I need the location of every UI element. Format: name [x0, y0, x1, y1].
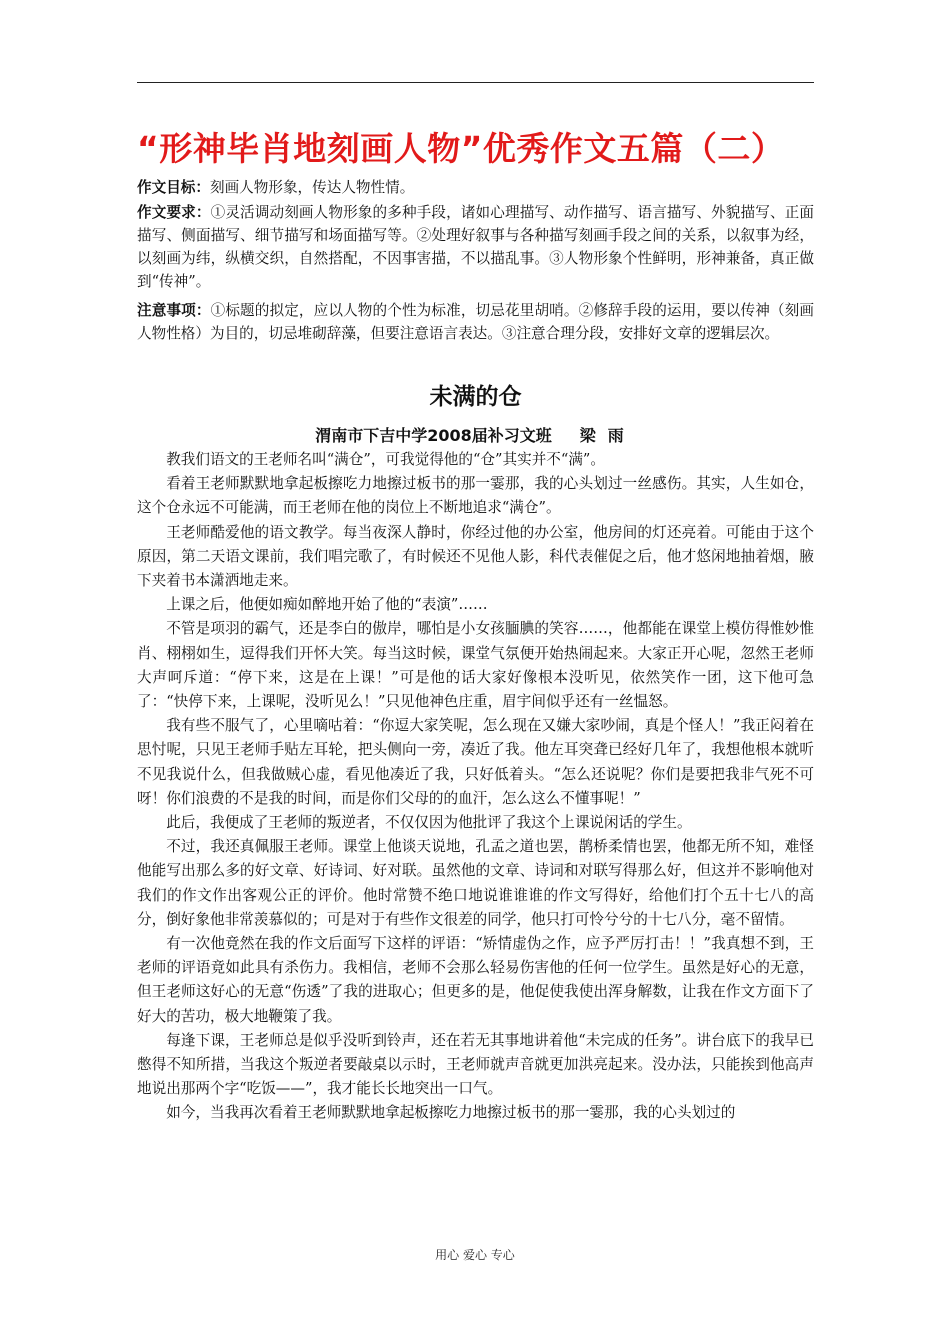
- essay-title: 未满的仓: [429, 384, 522, 410]
- essay-paragraph: 上课之后，他便如痴如醉地开始了他的“表演”……: [166, 596, 488, 614]
- requirement-notes-label: 注意事项：: [137, 302, 211, 319]
- essay-paragraph: 有一次他竟然在我的作文后面写下这样的评语：“矫情虚伪之作，应予严厉打击！！”我真想不到，王老师的评语竟如此具有杀伤力。我相信，老师不会那么轻易伤害他的任何一位学生。虽然是好心的无意，但王老师这好心的无意“伤透”了我的进取心；但更多的是，他促使我使出浑身解数，让我在作文方面下了好大的苦功，极大地鞭策了我。: [137, 935, 814, 1025]
- essay-paragraph: 我有些不服气了，心里嘀咕着：“你逗大家笑呢，怎么现在又嫌大家吵闹，真是个怪人！”我正闷着在思忖呢，只见王老师手贴左耳轮，把头侧向一旁，凑近了我。他左耳突聋已经好几年了，我想他根本就听不见我说什么，但我做贼心虚，看见他凑近了我，只好低着头。“怎么还说呢？你们是要把我非气死不可呀！你们浪费的不是我的时间，而是你们父母的的血汗，怎么这么不懂事呢！”: [137, 717, 814, 807]
- essay-paragraph: 王老师酷爱他的语文教学。每当夜深人静时，你经过他的办公室，他房间的灯还亮着。可能由于这个原因，第二天语文课前，我们唱完歌了，有时候还不见他人影，科代表催促之后，他才悠闲地抽着烟，腋下夹着书本潇洒地走来。: [137, 523, 814, 590]
- page-footer: 用心 爱心 专心: [435, 1248, 515, 1262]
- essay-paragraph: 教我们语文的王老师名叫“满仓”，可我觉得他的“仓”其实并不“满”。: [166, 451, 605, 468]
- requirement-spec-label: 作文要求：: [137, 204, 211, 221]
- header-rule: [137, 82, 814, 83]
- requirement-spec: [137, 201, 814, 293]
- essay-paragraph: 每逢下课，王老师总是似乎没听到铃声，还在若无其事地讲着他“未完成的任务”。讲台底下的我早已憋得不知所措，当我这个叛逆者要敲桌以示时，王老师就声音就更加洪亮起来。没办法，只能挨到他高声地说出那两个字“吃饭——”，我才能长长地突出一口气。: [137, 1031, 814, 1098]
- requirement-notes: [137, 299, 814, 345]
- essay-paragraph: 看着王老师默默地拿起板擦吃力地擦过板书的那一霎那，我的心头划过一丝感伤。其实，人生如仓，这个仓永远不可能满，而王老师在他的岗位上不断地追求“满仓”。: [137, 475, 814, 517]
- requirement-goal-text: 刻画人物形象，传达人物性情。: [209, 179, 415, 196]
- page-title: “形神毕肖地刻画人物”优秀作文五篇（二）: [137, 129, 785, 168]
- essay-paragraph: 不过，我还真佩服王老师。课堂上他谈天说地，孔孟之道也罢，鹊桥柔情也罢，他都无所不知，难怪他能写出那么多的好文章、好诗词、好对联。虽然他的文章、诗词和对联写得那么好，但这并不影响他对我们的作文作出客观公正的评价。他时常赞不绝口地说谁谁谁的作文写得好，给他们打个五十七八的高分，倒好象他非常羡慕似的；可是对于有些作文很差的同学，他只打可怜兮兮的十七八分，毫不留情。: [137, 838, 814, 928]
- requirement-notes-text: ①标题的拟定，应以人物的个性为标准，切忌花里胡哨。②修辞手段的运用，要以传神（刻画人物性格）为目的，切忌堆砌辞藻，但要注意语言表达。③注意合理分段，安排好文章的逻辑层次。: [137, 302, 814, 342]
- requirement-spec-text: ①灵活调动刻画人物形象的多种手段，诸如心理描写、动作描写、语言描写、外貌描写、正面描写、侧面描写、细节描写和场面描写等。②处理好叙事与各种描写刻画手段之间的关系，以叙事为经，以刻画为纬，纵横交织，自然搭配，不因事害描，不以描乱事。③人物形象个性鲜明，形神兼备，真正做到“传神”。: [137, 204, 814, 290]
- essay-paragraph: 如今，当我再次看着王老师默默地拿起板擦吃力地擦过板书的那一霎那，我的心头划过的: [166, 1104, 736, 1122]
- requirement-goal: [137, 176, 814, 199]
- requirement-goal-label: 作文目标：: [137, 179, 210, 196]
- essay-school: 渭南市下吉中学2008届补习文班: [315, 426, 552, 445]
- essay-author: 梁雨: [579, 426, 636, 445]
- essay-body: [137, 448, 814, 1126]
- essay-byline: [137, 424, 814, 448]
- essay-paragraph: 此后，我便成了王老师的叛逆者，不仅仅因为他批评了我这个上课说闲话的学生。: [166, 814, 692, 832]
- essay-paragraph: 不管是项羽的霸气，还是李白的傲岸，哪怕是小女孩腼腆的笑容……，他都能在课堂上模仿得惟妙惟肖、栩栩如生，逗得我们开怀大笑。每当这时候，课堂气氛便开始热闹起来。大家正开心呢，忽然王老师大声呵斥道：“停下来，这是在上课！”可是他的话大家好像根本没听见，依然笑作一团，这下他可急了：“快停下来，上课呢，没听见么！”只见他神色庄重，眉宇间似乎还有一丝愠怒。: [137, 620, 814, 711]
